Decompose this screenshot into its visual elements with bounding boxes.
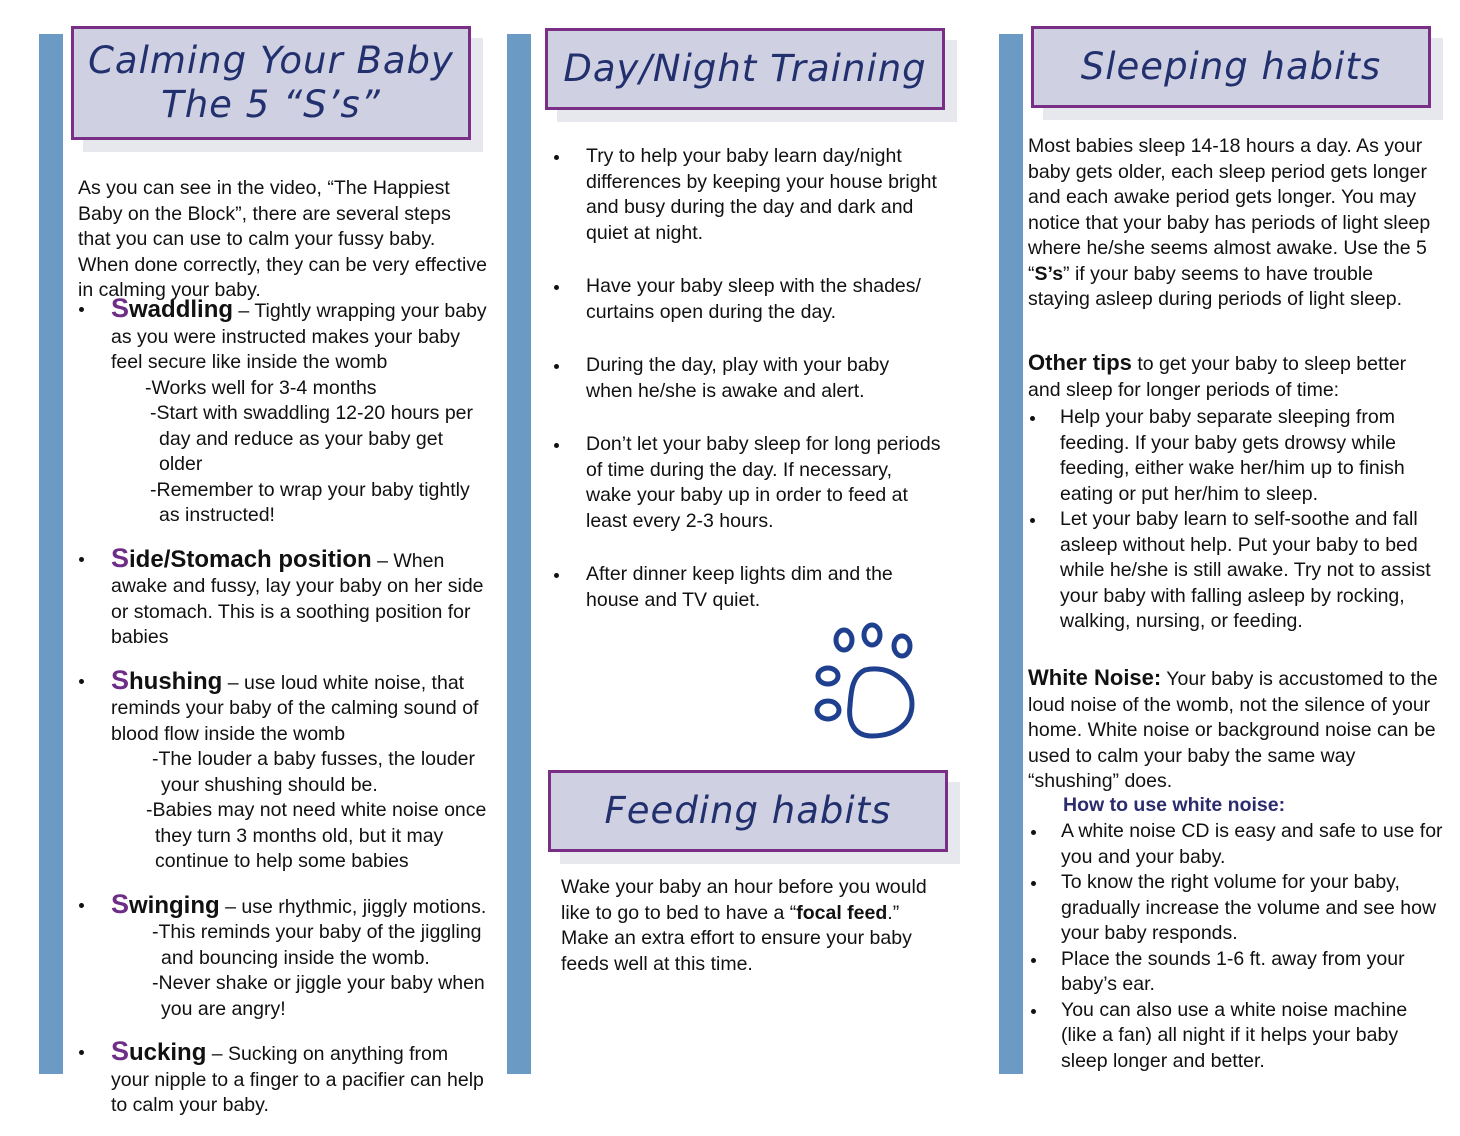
other-tips-list	[1060, 405, 1440, 635]
item-text: – Tightly wrapping your baby as you were instructed makes your baby feel secure like inside the womb	[111, 300, 487, 373]
feeding-title-box	[548, 770, 948, 852]
item-text: – use rhythmic, jiggly motions.	[219, 895, 487, 918]
feeding-text	[561, 875, 946, 977]
item-text: – Sucking on anything from your nipple to a finger to a pacifier can help to calm your baby.	[111, 1043, 484, 1116]
daynight-title-box	[545, 28, 945, 110]
item-sub: -This reminds your baby of the jiggling and bouncing inside the womb.	[152, 921, 482, 969]
sleeping-title: Sleeping habits	[1080, 45, 1382, 88]
item-initial: S	[111, 1036, 130, 1066]
item-initial: S	[111, 664, 130, 695]
item-initial: S	[111, 293, 130, 323]
white-noise-intro	[1028, 665, 1440, 795]
column-2-accent-bar	[507, 34, 531, 1074]
noise-item: A white noise CD is easy and safe to use for you and your baby.	[1061, 819, 1443, 870]
calming-title-box	[71, 26, 471, 140]
tip-item: Let your baby learn to self-soothe and fall asleep without help. Put your baby to bed while he/she is still awake. Try not to assist your baby with falling asleep by rocking, walking, nursing, or feeding.	[1060, 507, 1440, 635]
sleeping-intro-pre: Most babies sleep 14-18 hours a day. As your baby gets older, each sleep period gets longer and each awake period gets longer. You may notice that your baby has periods of light sleep where he/she seems almost awake. Use the 5 “	[1028, 135, 1431, 285]
daynight-item: Try to help your baby learn day/night differences by keeping your house bright and busy during the day and dark and quiet at night.	[586, 144, 941, 246]
sleeping-title-box	[1031, 26, 1431, 108]
white-noise-list	[1061, 819, 1443, 1074]
calming-item-swinging	[111, 888, 489, 1023]
item-sub: -The louder a baby fusses, the louder your shushing should be.	[152, 748, 476, 796]
calming-title: Calming Your Baby The 5 “S’s”	[88, 39, 454, 126]
daynight-item: Don’t let your baby sleep for long periods of time during the day. If necessary, wake your baby up in order to feed at least every 2-3 hours.	[586, 432, 941, 534]
noise-item: Place the sounds 1-6 ft. away from your baby’s ear.	[1061, 947, 1443, 998]
daynight-item: During the day, play with your baby when he/she is awake and alert.	[586, 353, 941, 404]
item-heading: winging	[129, 891, 220, 919]
sleeping-intro-post: ” if your baby seems to have trouble staying asleep during periods of light sleep.	[1028, 262, 1402, 310]
tip-item: Help your baby separate sleeping from feeding. If your baby gets drowsy while feeding, either wake her/him up to finish eating or put her/him to sleep.	[1060, 405, 1440, 507]
howto-subheading: How to use white noise:	[1063, 794, 1286, 816]
sleeping-intro-bold: S’s	[1034, 262, 1064, 285]
column-3-accent-bar	[999, 34, 1023, 1074]
other-tips-text: to get your baby to sleep better and sleep for longer periods of time:	[1028, 353, 1407, 401]
item-sub: -Start with swaddling 12-20 hours per day and reduce as your baby get older	[150, 402, 473, 475]
other-tips-heading: Other tips	[1028, 350, 1132, 375]
item-sub: -Remember to wrap your baby tightly as instructed!	[150, 478, 470, 526]
feeding-title: Feeding habits	[604, 789, 892, 832]
item-initial: S	[111, 888, 130, 919]
feeding-text-post: .” Make an extra effort to ensure your baby feeds well at this time.	[561, 901, 912, 975]
daynight-title: Day/Night Training	[563, 47, 927, 90]
calming-item-swaddling	[111, 293, 489, 529]
white-noise-heading: White Noise:	[1028, 665, 1162, 690]
calming-item-shushing	[111, 664, 489, 875]
item-sub: -Never shake or jiggle your baby when you are angry!	[152, 972, 485, 1020]
item-heading: waddling	[129, 296, 234, 323]
noise-item: You can also use a white noise machine (like a fan) all night if it helps your baby sleep longer and better.	[1061, 998, 1443, 1075]
daynight-item: Have your baby sleep with the shades/ curtains open during the day.	[586, 274, 941, 325]
other-tips-intro	[1028, 350, 1440, 403]
item-heading: ucking	[129, 1039, 207, 1066]
item-text: – use loud white noise, that reminds your baby of the calming sound of blood flow inside the womb	[111, 671, 479, 745]
column-1-accent-bar	[39, 34, 63, 1074]
calming-item-sucking	[111, 1036, 489, 1119]
item-heading: ide/Stomach position	[129, 545, 372, 573]
noise-item: To know the right volume for your baby, gradually increase the volume and see how your baby responds.	[1061, 870, 1443, 947]
sleeping-intro	[1028, 134, 1440, 313]
feeding-text-pre: Wake your baby an hour before you would like to go to bed to have a “	[561, 876, 927, 924]
item-initial: S	[111, 542, 130, 573]
focal-feed-term: focal feed	[796, 901, 888, 924]
item-sub: -Works well for 3-4 months	[145, 376, 377, 399]
white-noise-text: Your baby is accustomed to the loud noise of the womb, not the silence of your home. White noise or background noise can be used to calm your baby the same way “shushing” does.	[1028, 668, 1438, 792]
daynight-list	[586, 144, 941, 641]
calming-list	[111, 293, 489, 1136]
daynight-item: After dinner keep lights dim and the house and TV quiet.	[586, 562, 941, 613]
item-heading: hushing	[129, 667, 223, 695]
item-text: – When awake and fussy, lay your baby on her side or stomach. This is a soothing position for babies	[111, 549, 484, 648]
calming-intro: As you can see in the video, “The Happiest Baby on the Block”, there are several steps that you can use to calm your fussy baby. When done correctly, they can be very effective in calming your baby.	[78, 177, 487, 301]
calming-item-side-stomach	[111, 542, 489, 651]
item-sub: -Babies may not need white noise once they turn 3 months old, but it may continue to help some babies	[146, 799, 487, 872]
paw-print-icon	[808, 620, 924, 742]
